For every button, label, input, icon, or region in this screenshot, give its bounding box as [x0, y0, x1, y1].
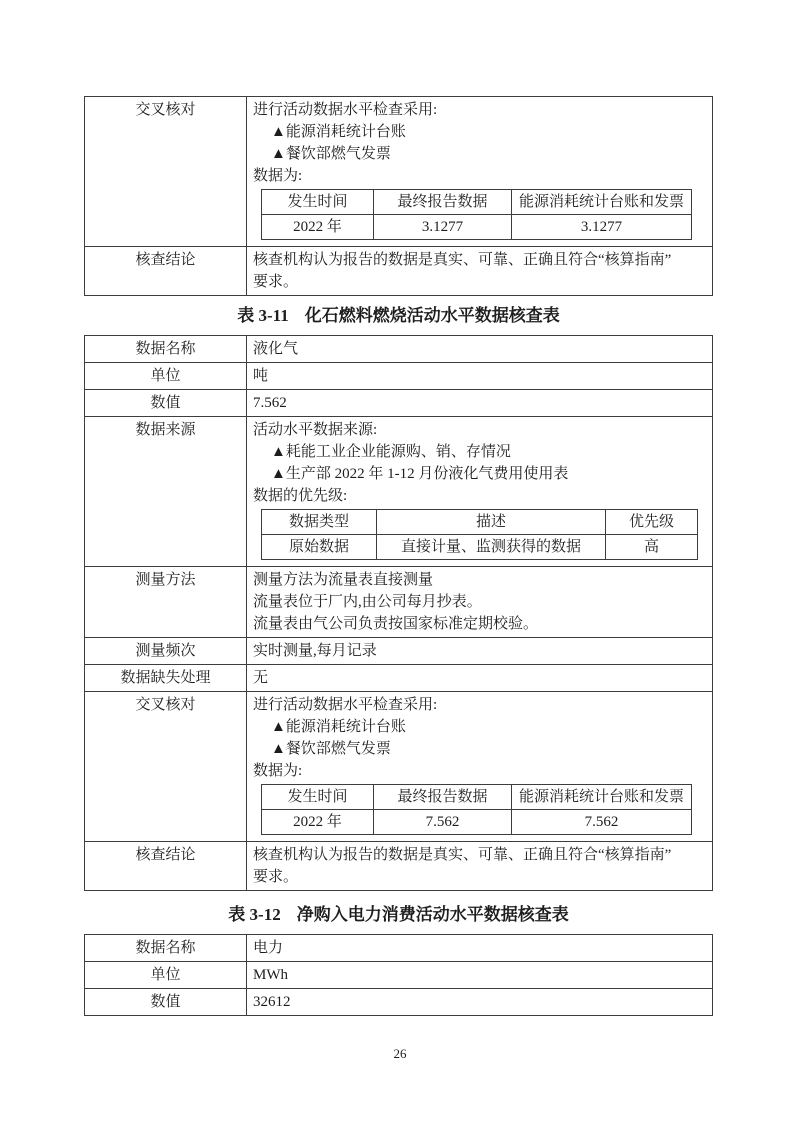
conclusion-cell [247, 842, 713, 891]
inner-header-cell: 数据类型 [262, 510, 377, 535]
inner-header-row [262, 510, 698, 535]
data-source-cell [247, 417, 713, 567]
table-3-11-title-text: 化石燃料燃烧活动水平数据核查表 [304, 306, 560, 325]
inner-data-cell: 3.1277 [512, 215, 692, 240]
table-row-missing-data [85, 665, 713, 692]
table-row-unit [85, 962, 713, 989]
frequency-value: 实时测量,每月记录 [247, 638, 713, 665]
inner-header-cell: 描述 [377, 510, 606, 535]
table-row-cross-check [85, 97, 713, 247]
inner-data-row [262, 215, 692, 240]
inner-header-row [262, 190, 692, 215]
method-cell [247, 567, 713, 638]
inner-data-cell: 7.562 [374, 810, 512, 835]
table-row-value [85, 390, 713, 417]
row-label-conclusion: 核查结论 [85, 842, 247, 891]
missing-data-value: 无 [247, 665, 713, 692]
data-source-intro: 活动水平数据来源: [253, 422, 378, 438]
row-label-missing-data: 数据缺失处理 [85, 665, 247, 692]
table-row-conclusion [85, 247, 713, 296]
row-label-data-name: 数据名称 [85, 935, 247, 962]
inner-data-row [262, 535, 698, 560]
cross-check-bullet: ▲餐饮部燃气发票 [271, 741, 391, 757]
cross-check-inner-table [261, 189, 692, 240]
cross-check-bullet: ▲餐饮部燃气发票 [271, 146, 391, 162]
table-3-12 [84, 934, 713, 1016]
value-value: 7.562 [247, 390, 713, 417]
table-3-11-title-number: 表 3-11 [237, 306, 289, 325]
row-label-value: 数值 [85, 989, 247, 1016]
unit-value: 吨 [247, 363, 713, 390]
data-source-bullet: ▲生产部 2022 年 1-12 月份液化气费用使用表 [271, 466, 569, 482]
cross-check-bullet: ▲能源消耗统计台账 [271, 124, 406, 140]
row-label-conclusion: 核查结论 [85, 247, 247, 296]
cross-check-bullet: ▲能源消耗统计台账 [271, 719, 406, 735]
method-line: 流量表由气公司负责按国家标准定期校验。 [253, 616, 539, 632]
inner-header-cell: 能源消耗统计台账和发票 [512, 785, 692, 810]
conclusion-cell [247, 247, 713, 296]
table-3-11-title [84, 305, 713, 327]
inner-header-row [262, 785, 692, 810]
inner-header-cell: 能源消耗统计台账和发票 [512, 190, 692, 215]
conclusion-text-line: 核查机构认为报告的数据是真实、可靠、正确且符合“核算指南” [253, 847, 672, 863]
unit-value: MWh [247, 962, 713, 989]
row-label-value: 数值 [85, 390, 247, 417]
table-3-12-title [84, 904, 713, 926]
row-label-cross-check: 交叉核对 [85, 692, 247, 842]
inner-data-cell: 直接计量、监测获得的数据 [377, 535, 606, 560]
table-row-frequency [85, 638, 713, 665]
table-3-12-title-number: 表 3-12 [228, 905, 281, 924]
page-content [84, 96, 713, 1016]
table-3-11 [84, 335, 713, 891]
row-label-data-source: 数据来源 [85, 417, 247, 567]
inner-data-cell: 3.1277 [374, 215, 512, 240]
inner-header-cell: 发生时间 [262, 785, 374, 810]
cross-check-intro: 进行活动数据水平检查采用: [253, 697, 438, 713]
priority-label: 数据的优先级: [253, 488, 348, 504]
table-row-cross-check [85, 692, 713, 842]
cross-check-intro: 进行活动数据水平检查采用: [253, 102, 438, 118]
cross-check-inner-table [261, 784, 692, 835]
inner-data-row [262, 810, 692, 835]
inner-data-cell: 高 [606, 535, 698, 560]
inner-data-cell: 2022 年 [262, 810, 374, 835]
table-continued [84, 96, 713, 296]
data-name-value: 液化气 [247, 336, 713, 363]
row-label-frequency: 测量频次 [85, 638, 247, 665]
table-row-data-name [85, 935, 713, 962]
data-name-value: 电力 [247, 935, 713, 962]
cross-check-cell [247, 97, 713, 247]
table-row-data-source [85, 417, 713, 567]
table-row-value [85, 989, 713, 1016]
method-line: 测量方法为流量表直接测量 [253, 572, 434, 588]
table-row-data-name [85, 336, 713, 363]
inner-header-cell: 最终报告数据 [374, 785, 512, 810]
row-label-unit: 单位 [85, 363, 247, 390]
cross-check-cell [247, 692, 713, 842]
table-row-method [85, 567, 713, 638]
row-label-cross-check: 交叉核对 [85, 97, 247, 247]
row-label-unit: 单位 [85, 962, 247, 989]
row-label-method: 测量方法 [85, 567, 247, 638]
inner-header-cell: 最终报告数据 [374, 190, 512, 215]
data-source-bullet: ▲耗能工业企业能源购、销、存情况 [271, 444, 511, 460]
row-label-data-name: 数据名称 [85, 336, 247, 363]
priority-inner-table [261, 509, 698, 560]
conclusion-text-line: 核查机构认为报告的数据是真实、可靠、正确且符合“核算指南” [253, 252, 672, 268]
inner-data-cell: 2022 年 [262, 215, 374, 240]
inner-header-cell: 发生时间 [262, 190, 374, 215]
inner-data-cell: 7.562 [512, 810, 692, 835]
table-row-conclusion [85, 842, 713, 891]
conclusion-text-line: 要求。 [253, 274, 299, 290]
cross-check-data-label: 数据为: [253, 763, 303, 779]
page-number: 26 [393, 1046, 407, 1061]
value-value: 32612 [247, 989, 713, 1016]
inner-header-cell: 优先级 [606, 510, 698, 535]
inner-data-cell: 原始数据 [262, 535, 377, 560]
table-row-unit [85, 363, 713, 390]
conclusion-text-line: 要求。 [253, 869, 299, 885]
cross-check-data-label: 数据为: [253, 168, 303, 184]
method-line: 流量表位于厂内,由公司每月抄表。 [253, 594, 482, 610]
table-3-12-title-text: 净购入电力消费活动水平数据核查表 [296, 905, 569, 924]
